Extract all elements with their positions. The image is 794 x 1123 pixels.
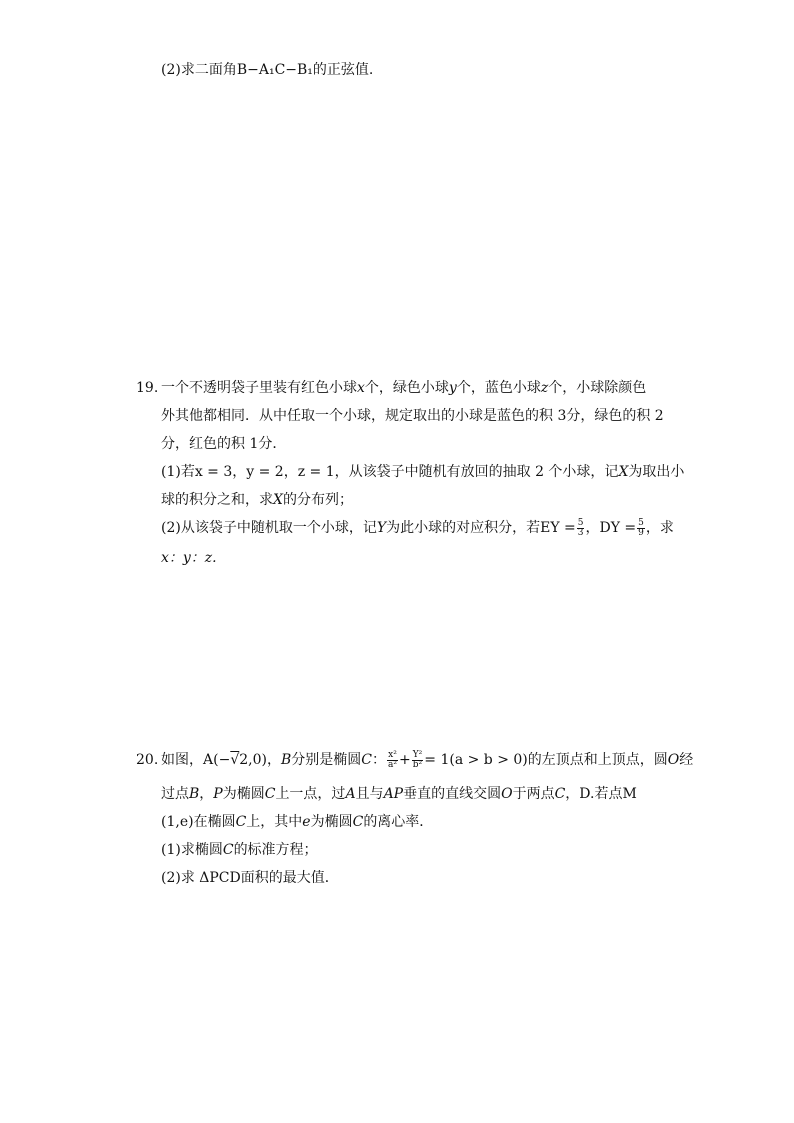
var-C-6: C xyxy=(222,842,234,858)
var-C-2: C xyxy=(264,786,276,802)
var-B: B xyxy=(280,752,292,768)
q19-ratio xyxy=(161,548,217,568)
var-AP: AP xyxy=(383,786,404,802)
q20-l2f: 垂直的直线交圆 xyxy=(403,786,502,802)
q20-p1b: 的标准方程； xyxy=(233,842,318,858)
q19-number: 19. xyxy=(136,380,159,396)
var-P: P xyxy=(213,786,223,802)
sqrt-sign: √ xyxy=(230,752,240,768)
q19-p1c: 球的积分之和，求 xyxy=(161,492,273,508)
var-A: A xyxy=(345,786,356,802)
var-X: X xyxy=(618,464,629,480)
q19-l1d: 个，小球除颜色 xyxy=(548,380,647,396)
q19-l1b: 个，绿色小球 xyxy=(364,380,449,396)
q20-l1c: 分别是椭圆 xyxy=(291,752,362,768)
q19-p2d: ，求 xyxy=(645,520,674,536)
q20-l1f: 经 xyxy=(679,752,694,768)
var-B-2: B xyxy=(189,786,200,802)
var-O-2: O xyxy=(501,786,513,802)
q19-l1a: 一个不透明袋子里装有红色小球 xyxy=(161,380,357,396)
q19-p1b: 为取出小 xyxy=(628,464,685,480)
var-C-3: C xyxy=(554,786,566,802)
frac-num-2: 5 xyxy=(638,517,644,528)
q20-l3b: 上，其中 xyxy=(246,814,303,830)
var-C: C xyxy=(361,752,372,768)
var-C-5: C xyxy=(352,814,364,830)
frac-num: 5 xyxy=(577,517,584,528)
q20-l2e: 且与 xyxy=(355,786,384,802)
var-X-2: X xyxy=(273,492,283,508)
q20-l2a: 过点 xyxy=(161,786,189,802)
var-O: O xyxy=(667,752,680,768)
q20-l1e: = 1(a > b > 0)的左顶点和上顶点，圆 xyxy=(424,752,668,768)
q20-l1a: 如图，A(− xyxy=(161,752,231,768)
q19-line3: 分，红色的积 1分． xyxy=(161,436,287,452)
var-y: y xyxy=(448,380,457,396)
q19-p1a: (1)若x = 3，y = 2，z = 1，从该袋子中随机有放回的抽取 2 个小球，记 xyxy=(161,464,619,480)
q20-l2h: ，D.若点M xyxy=(565,786,637,802)
q19-part2-line1 xyxy=(161,518,674,538)
frac-den-b2: b² xyxy=(412,759,423,770)
q18-part2: (2)求二面角B−A₁C−B₁的正弦值. xyxy=(161,62,374,78)
frac-x2-a2 xyxy=(387,751,398,770)
q19-p1d: 的分布列； xyxy=(282,492,353,508)
q19-p2b: 为此小球的对应积分，若EY = xyxy=(386,520,576,536)
var-C-4: C xyxy=(235,814,247,830)
q19-l1c: 个，蓝色小球 xyxy=(456,380,541,396)
q19-line1 xyxy=(161,378,646,398)
q20-l3d: 的离心率． xyxy=(363,814,434,830)
q20-l2b: ， xyxy=(199,786,214,802)
q20-l1d: ： xyxy=(371,752,386,768)
q20-l3c: 为椭圆 xyxy=(310,814,353,830)
q19-ratio-text: x：y：z. xyxy=(161,550,217,566)
q20-l3a: (1,e)在椭圆 xyxy=(161,814,236,830)
q20-l2c: 为椭圆 xyxy=(222,786,265,802)
q20-p1a: (1)求椭圆 xyxy=(161,842,223,858)
q19-p2a: (2)从该袋子中随机取一个小球，记 xyxy=(161,520,377,536)
q19-p2c: ，DY = xyxy=(585,520,637,536)
q20-line3 xyxy=(161,812,433,832)
frac-num-y2: Y² xyxy=(412,749,423,760)
q19-part1-line1 xyxy=(161,462,684,482)
q20-part2: (2)求 ΔPCD面积的最大值． xyxy=(161,870,339,886)
q19-part1-line2 xyxy=(161,490,353,510)
frac-num-x2: x² xyxy=(388,749,397,760)
q20-number: 20. xyxy=(136,752,159,768)
var-x: x xyxy=(357,380,365,396)
frac-5-3 xyxy=(577,519,585,538)
var-Y: Y xyxy=(376,520,387,536)
q20-line2 xyxy=(161,784,637,804)
var-z: z xyxy=(540,380,549,396)
q20-line1 xyxy=(161,750,693,770)
frac-y2-b2 xyxy=(412,751,424,770)
q19-line2: 外其他都相同．从中任取一个小球，规定取出的小球是蓝色的积 3分，绿色的积 2 xyxy=(161,408,664,424)
var-e: e xyxy=(302,814,311,830)
frac-den-2: 9 xyxy=(638,527,644,538)
q20-l2d: 上一点，过 xyxy=(275,786,346,802)
frac-den: 3 xyxy=(577,527,584,538)
q20-part1 xyxy=(161,840,318,860)
plus-sign: + xyxy=(398,752,411,768)
frac-5-9 xyxy=(637,519,645,538)
q20-l2g: 于两点 xyxy=(512,786,555,802)
q20-l1b: 2,0)， xyxy=(239,752,281,768)
frac-den-a2: a² xyxy=(387,759,397,770)
